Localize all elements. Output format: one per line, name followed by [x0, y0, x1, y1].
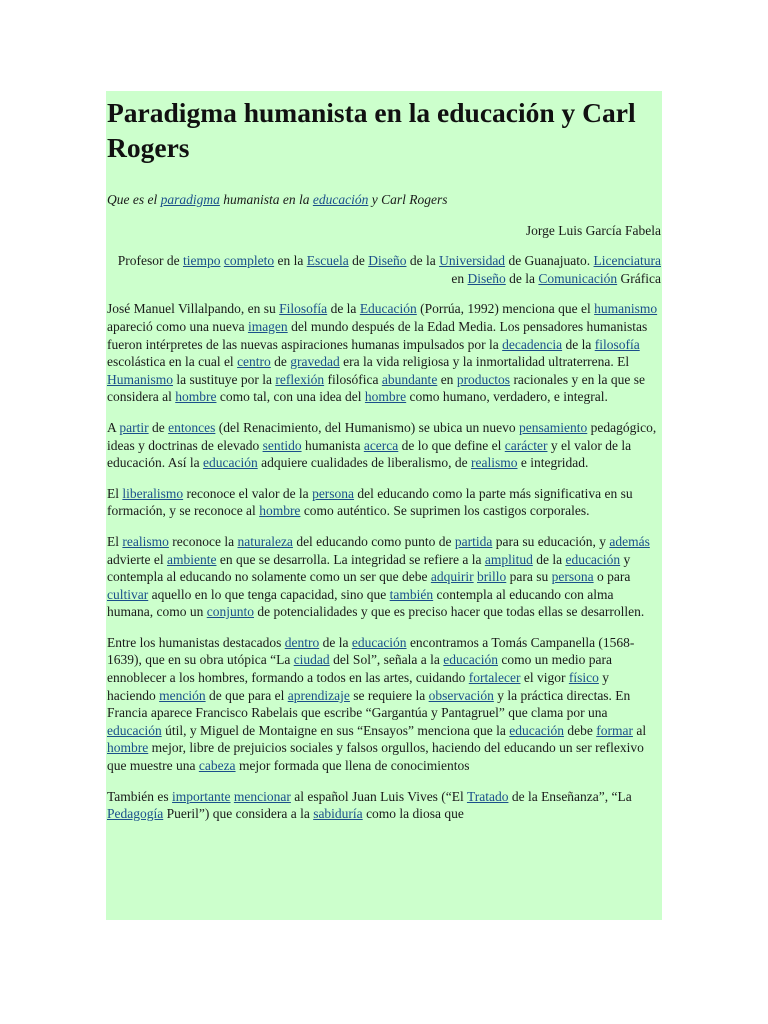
text-link[interactable]: mención [159, 687, 206, 703]
text-link[interactable]: hombre [175, 389, 217, 405]
text-run: de Guanajuato. [505, 253, 594, 269]
text-link[interactable]: realismo [471, 455, 518, 471]
text-run: de la [532, 551, 566, 567]
text-run: humanista en la [219, 192, 313, 207]
paragraph-2 [107, 419, 661, 472]
text-run: del mundo después de la Edad Media. Los pensadores humanistas fueron intérpretes de las nuevas aspiraciones humanas impulsados por la [107, 318, 648, 352]
text-run: reconoce la [168, 533, 238, 549]
text-link[interactable]: ciudad [293, 652, 330, 668]
text-run: pedagógico, ideas y doctrinas de elevado [107, 419, 657, 453]
text-link[interactable]: partida [454, 533, 493, 549]
text-run: y haciendo [107, 670, 609, 703]
text-run: era la vida religiosa y la inmortalidad ultraterrena. El [339, 354, 630, 370]
text-link[interactable]: aprendizaje [287, 687, 350, 703]
author-affiliation [107, 252, 661, 287]
text-run: y la práctica directas. En Francia aparece Francisco Rabelais que escribe “Gargantúa y Pantagruel” que clama por una [107, 687, 631, 721]
text-link[interactable]: abundante [381, 371, 438, 387]
text-run: de [148, 419, 169, 435]
paragraph-4 [107, 533, 661, 621]
text-run: la sustituye por la [173, 371, 276, 387]
text-run: Gráfica [617, 270, 661, 286]
text-run: (del Renacimiento, del Humanismo) se ubica un nuevo [215, 419, 520, 435]
text-run: para su [506, 569, 552, 585]
text-run: de [348, 253, 369, 269]
text-link[interactable]: entonces [168, 419, 216, 435]
text-run: de la [562, 336, 595, 352]
text-run: de la [319, 634, 352, 650]
text-run: en [437, 371, 457, 387]
text-run: en [451, 270, 468, 286]
text-link[interactable]: Educación [359, 301, 417, 317]
text-run: encontramos a Tomás Campanella (1568-1639), que en su obra utópica “La [107, 634, 635, 668]
text-link[interactable]: Filosofía [279, 301, 328, 317]
text-run: al [632, 722, 647, 738]
text-run: filosófica [324, 371, 382, 387]
text-run: al español Juan Luis Vives (“El [290, 788, 467, 804]
text-run: aquello en lo que tenga capacidad, sino que [148, 586, 390, 602]
text-link[interactable]: realismo [122, 533, 169, 549]
text-run: apareció como una nueva [107, 318, 248, 334]
text-run: escolástica en la cual el [107, 354, 238, 370]
text-link[interactable]: hombre [107, 740, 149, 756]
text-link[interactable]: educación [312, 192, 369, 207]
text-run: racionales y en la que se considera al [107, 371, 646, 405]
text-run: También es [107, 788, 173, 804]
text-link[interactable]: filosofía [594, 336, 640, 352]
text-run: en la [274, 253, 307, 269]
paragraph-6 [107, 788, 661, 823]
text-run: como tal, con una idea del [216, 389, 365, 405]
text-run: el vigor [520, 670, 569, 686]
text-link[interactable]: cabeza [198, 758, 236, 774]
paragraph-5 [107, 634, 661, 775]
paragraph-3 [107, 485, 661, 520]
text-link[interactable]: gravedad [290, 354, 340, 370]
text-run: Que es el [107, 192, 161, 207]
text-link[interactable]: educación [443, 652, 498, 668]
text-link[interactable]: hombre [364, 389, 407, 405]
text-link[interactable]: partir [119, 419, 149, 435]
text-run: de la [406, 253, 440, 269]
text-run: de lo que define el [398, 437, 505, 453]
text-run: como humano, verdadero, e integral. [406, 389, 608, 405]
text-link[interactable]: mencionar [233, 788, 291, 804]
text-run: de que para el [205, 687, 288, 703]
text-run: para su educación, y [492, 533, 610, 549]
text-link[interactable]: Tratado [466, 788, 509, 804]
text-run: debe [563, 722, 597, 738]
text-run: y contempla al educando no solamente como un ser que debe [107, 551, 631, 585]
text-link[interactable]: pensamiento [519, 419, 588, 435]
text-link[interactable]: educación [509, 722, 564, 738]
text-link[interactable]: también [389, 586, 434, 602]
text-run: Profesor de [117, 253, 183, 269]
text-link[interactable]: imagen [247, 318, 288, 334]
text-run: reconoce el valor de la [183, 485, 313, 501]
text-link[interactable]: fortalecer [468, 670, 521, 686]
text-link[interactable]: centro [237, 354, 271, 370]
text-link[interactable]: educación [565, 551, 621, 567]
text-link[interactable]: observación [428, 687, 494, 703]
text-link[interactable]: completo [223, 253, 275, 269]
text-run: José Manuel Villalpando, en su [107, 301, 280, 317]
text-run: en que se desarrolla. La integridad se refiere a la [216, 551, 485, 567]
text-link[interactable]: persona [312, 485, 355, 501]
text-run: adquiere cualidades de liberalismo, de [257, 455, 471, 471]
text-run: de la Enseñanza”, “La [508, 788, 632, 804]
text-link[interactable]: formar [596, 722, 633, 738]
document-title: Paradigma humanista en la educación y Carl Rogers [107, 97, 636, 163]
text-link[interactable]: educación [107, 722, 162, 738]
text-link[interactable]: educación [202, 455, 258, 471]
text-run: mejor, libre de prejuicios sociales y falsos orgullos, haciendo del educando un ser reflexivo que muestre una [107, 740, 644, 774]
text-link[interactable]: conjunto [206, 604, 254, 620]
text-link[interactable]: además [609, 533, 650, 549]
text-link[interactable]: amplitud [484, 551, 533, 567]
text-run: Entre los humanistas destacados [107, 634, 285, 650]
text-link[interactable]: Universidad [439, 253, 506, 269]
text-run: de la [327, 301, 360, 317]
text-run: de la [505, 270, 539, 286]
text-link[interactable]: Pedagogía [107, 806, 164, 822]
text-run: del Sol”, señala a la [329, 652, 444, 668]
text-link[interactable]: reflexión [275, 371, 325, 387]
text-run: e integridad. [517, 455, 589, 471]
text-run: humanista [301, 437, 364, 453]
text-link[interactable]: acerca [363, 437, 399, 453]
text-link[interactable]: educación [351, 634, 407, 650]
text-run: El [107, 485, 123, 501]
text-run: Pueril”) que considera a la [163, 806, 314, 822]
text-link[interactable]: carácter [504, 437, 548, 453]
document-author: Jorge Luis García Fabela [525, 222, 661, 238]
text-run: advierte el [107, 551, 167, 567]
document-subtitle [107, 191, 661, 209]
text-link[interactable]: productos [456, 371, 511, 387]
text-link[interactable]: físico [568, 670, 599, 686]
text-run: del educando como la parte más significativa en su formación, y se reconoce al [107, 485, 633, 519]
text-link[interactable]: tiempo [182, 253, 221, 269]
text-link[interactable]: naturaleza [237, 533, 293, 549]
text-link[interactable]: paradigma [160, 192, 220, 207]
text-link[interactable]: Diseño [467, 270, 506, 286]
text-link[interactable]: humanismo [594, 301, 658, 317]
text-run: como un medio para ennoblecer a los hombres, formando a todos en las artes, cuidando [107, 652, 612, 686]
text-run: como la diosa que [362, 806, 464, 822]
text-run: o para [593, 569, 631, 585]
text-run: del educando como punto de [292, 533, 455, 549]
text-link[interactable]: sabiduría [313, 806, 363, 822]
text-link[interactable]: sentido [262, 437, 302, 453]
text-link[interactable]: brillo [477, 569, 507, 585]
text-run: se requiere la [349, 687, 429, 703]
text-run: y Carl Rogers [368, 192, 448, 207]
text-link[interactable]: adquirir [430, 569, 474, 585]
text-run: útil, y Miguel de Montaigne en sus “Ensayos” menciona que la [161, 722, 510, 738]
text-link[interactable]: liberalismo [122, 485, 184, 501]
text-link[interactable]: Diseño [368, 253, 407, 269]
text-link[interactable]: decadencia [502, 336, 563, 352]
text-run: contempla al educando con alma humana, como un [107, 586, 614, 620]
text-run: y el valor de la educación. Así la [107, 437, 632, 471]
text-link[interactable]: persona [551, 569, 594, 585]
text-link[interactable]: Escuela [306, 253, 349, 269]
text-run: de potencialidades y que es preciso hacer que todas ellas se desarrollen. [253, 604, 645, 620]
text-link[interactable]: Humanismo [107, 371, 173, 387]
text-run: mejor formada que llena de conocimientos [235, 758, 470, 774]
text-link[interactable]: cultivar [107, 586, 149, 602]
text-run: de [270, 354, 291, 370]
text-run: El [107, 533, 123, 549]
text-link[interactable]: Licenciatura [593, 253, 661, 269]
paragraph-1 [107, 300, 661, 406]
text-link[interactable]: hombre [259, 503, 301, 519]
text-link[interactable]: ambiente [166, 551, 217, 567]
text-link[interactable]: Comunicación [538, 270, 618, 286]
text-run: A [107, 419, 120, 435]
document-page [106, 91, 662, 920]
text-link[interactable]: importante [172, 788, 231, 804]
text-run: (Porrúa, 1992) menciona que el [416, 301, 595, 317]
text-run: como auténtico. Se suprimen los castigos corporales. [300, 503, 590, 519]
text-link[interactable]: dentro [284, 634, 320, 650]
